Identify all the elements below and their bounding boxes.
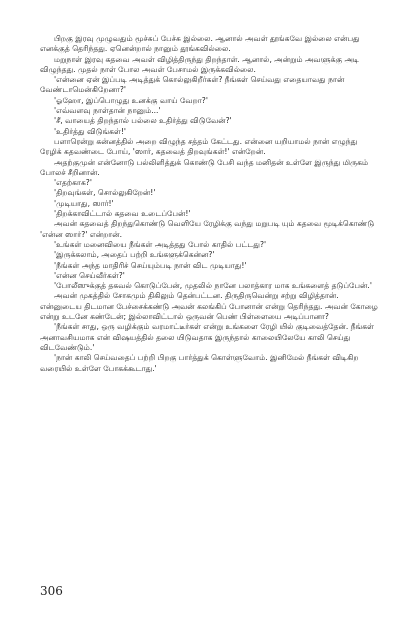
paragraph: 'இருக்கலாம், அதைப் பற்றி உங்களுக்கென்ன?'	[54, 250, 215, 260]
paragraph: 'என்னை ஏன் இப்படி அடித்துக் கொல்லுகிறீர்கள்? நீங்கள் செய்வது எதையாவது நான் வேண்டாமென்கிறேனா?'	[40, 75, 345, 95]
paragraph: 'நீங்கள் அந்த மாதிரிச் செய்யும்படி நான் விட முடியாது!'	[54, 260, 247, 270]
paragraph: 'திறக்காவிட்டால் கதவை உடைப்பேன்!'	[54, 209, 191, 219]
paragraph: 'திறவுங்கள், சொல்லுகிறேன்!'	[54, 188, 156, 198]
paragraph: 'உங்கள் மனைவியை நீங்கள் அடித்தது போல் காதில் பட்டது?'	[54, 239, 267, 249]
paragraph: 'போலீஸுக்குத் தகவல் கொடுப்பேன், முதலில் நானே பலாத்கார மாக உங்களைத் தடுப்பேன்.'	[54, 281, 372, 291]
paragraph: 'எவ்வளவு நாள்தான் நானும்...'	[54, 106, 161, 116]
paragraph: அதற்குமுன் என்னோடு பல்லிளித்துக் கொண்டு பேசி வந்த மனிதன் உள்ளே இருந்து மிருகம் போலச் சீறினான்.	[40, 157, 369, 177]
page-number: 306	[40, 584, 63, 598]
paragraph: பளாரென்று கன்னத்தில் அறை விழுந்த சத்தம் கேட்டது. என்னை யறியாமல் நான் எழுந்து ரேழிக் கதவண்டை போய், 'ஸார், கதவைத் திறவுங்கள்!' என்றேன்.	[40, 136, 358, 157]
paragraph: 'நீங்கள் சாது, ஒரு வழிக்கும் வரமாட்டீர்கள் என்று உங்களை ரேழி யில் குடிவைத்தேன். நீங்கள் அனாவசியமாக என் விஷயத்தில் தலை யிடுவதாக இருந்தால் காலையிலேயே காலி செய்து விடவேண்டும்.'	[40, 322, 374, 352]
paragraph: அவன் கதவைத் திறந்துகொண்டு வெளியே ரேழிக்கு வந்து மறுபடி யும் கதவை மூடிக்கொண்டு 'என்ன ஸார்?' என்றான்.	[40, 219, 375, 239]
paragraph: 'உதிர்த்து விடுங்கள்!'	[54, 126, 127, 136]
paragraph: அவன் முகத்தில் சோகமும் திகிலும் தென்பட்டன. திருதிருவென்று சற்று விழித்தான். என்னுடைய திடமான பேச்சைக்கண்டு அவன் கலங்கிப் போனான் என்று தெரிந்தது. அவன் கோழை என்று உடனே கண்டேன்; இல்லாவிட்டால் ஒருவன் பெண் பிள்ளையை அடிப்பானா?	[40, 291, 378, 322]
paragraph: 'ஓஹோ, இப்பொழுது உனக்கு வாய் வேறா?'	[54, 95, 208, 105]
paragraph: 'என்ன செய்வீர்கள்?'	[54, 270, 125, 280]
paragraph: 'சீ, வாயைத் திறந்தால் பல்லை உதிர்த்து விடுவேன்?'	[54, 116, 232, 126]
paragraph: மறுநாள் இரவு கதவை அவள் விழித்திருந்து திறந்தாள். ஆனால், அன்றும் அவளுக்கு அடி விழுந்தது. முதல் நாள் போல அவள் பேசாமல் இருக்கவில்லை.	[40, 54, 359, 74]
paragraph: 'எதற்காக?'	[54, 178, 92, 188]
paragraph: 'நான் காலி செய்வதைப் பற்றி பிறகு பார்த்துக் கொள்ளுவோம். இனிமேல் நீங்கள் விடிகிற வரையில் உள்ளே போகக்கூடாது.'	[40, 353, 359, 373]
paragraph: 'முடியாது, ஸார்!'	[54, 198, 114, 208]
paragraph: பிறகு இரவு முழுவதும் மூச்சுப் பேச்சு இல்லை. ஆனால் அவள் தூங்கவே இல்லை என்பது எனக்குத் தெரிந்தது. ஏனென்றால் நானும் தூங்கவில்லை.	[40, 34, 360, 54]
body-text	[40, 34, 380, 374]
